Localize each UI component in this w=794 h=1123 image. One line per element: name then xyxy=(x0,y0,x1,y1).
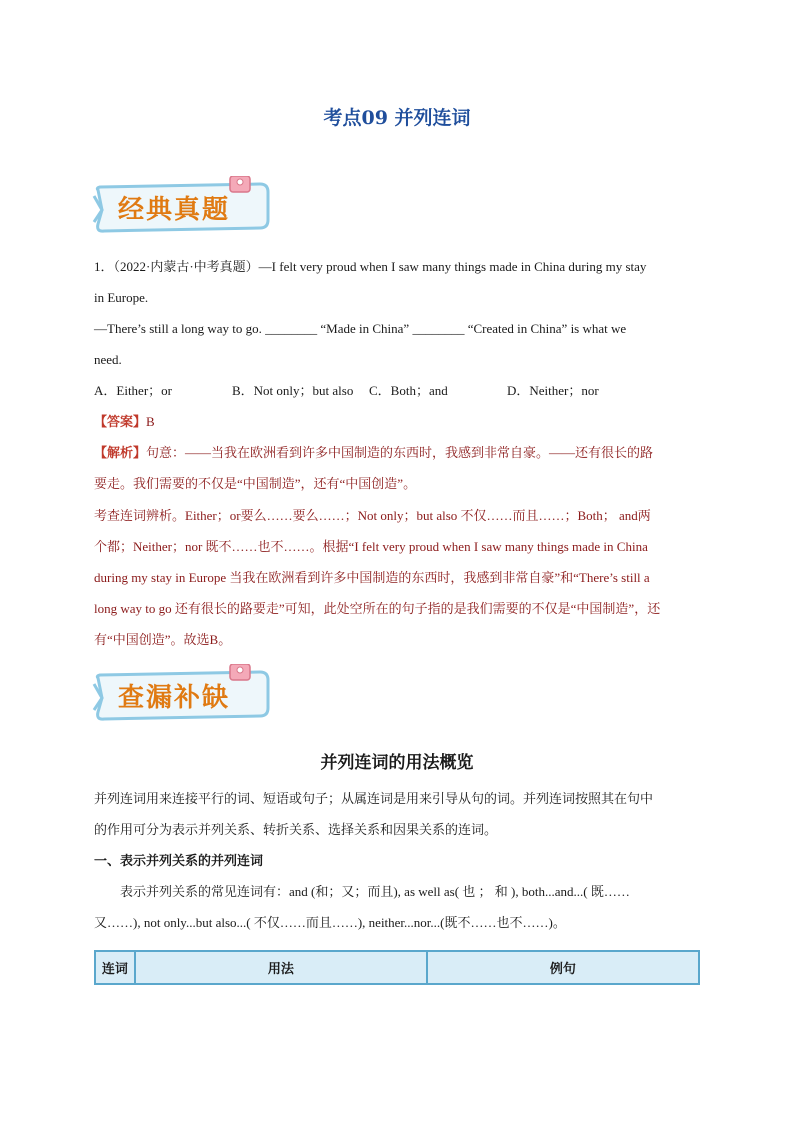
overview-line: 并列连词用来连接平行的词、短语或句子；从属连词是用来引导从句的词。并列连词按照其在句中 xyxy=(94,791,654,806)
analysis-text: 句意：——当我在欧洲看到许多中国制造的东西时，我感到非常自豪。——还有很长的路 xyxy=(146,445,654,460)
section-heading: 一、表示并列关系的并列连词 xyxy=(94,853,264,868)
question-line: need. xyxy=(94,352,122,367)
answer-value: B xyxy=(146,414,155,429)
page-title: 考点09 并列连词 xyxy=(323,107,471,129)
analysis-tag: 【解析】 xyxy=(94,445,147,460)
banner-label: 查漏补缺 xyxy=(118,683,231,713)
table-header-cell: 连词 xyxy=(95,951,135,984)
analysis-line xyxy=(94,437,700,468)
option-b: B．Not only；but also xyxy=(232,383,354,398)
table-header-cell: 例句 xyxy=(427,951,699,984)
answer-tag: 【答案】 xyxy=(94,414,147,429)
classic-questions-banner xyxy=(92,176,272,238)
table-header-cell: 用法 xyxy=(135,951,427,984)
option-c: C．Both；and xyxy=(369,383,448,398)
option-a: A．Either；or xyxy=(94,383,172,398)
overview-line: 的作用可分为表示并列关系、转折关系、选择关系和因果关系的连词。 xyxy=(94,822,498,837)
option-d: D．Neither；nor xyxy=(507,383,599,398)
question-line: in Europe. xyxy=(94,290,149,305)
banner-label: 经典真题 xyxy=(118,195,231,225)
section-title: 并列连词的用法概览 xyxy=(320,753,474,773)
analysis-line: 个都；Neither；nor 既不……也不……。根据“I felt very proud when I saw many things made in China xyxy=(94,539,648,554)
section-text: 表示并列关系的常见连词有：and (和；又；而且), as well as( 也 ； 和 ), both...and...( 既…… xyxy=(120,884,630,899)
analysis-line: 有“中国创造”。故选B。 xyxy=(94,632,232,647)
analysis-line: 要走。我们需要的不仅是“中国制造”，还有“中国创造”。 xyxy=(94,476,417,491)
analysis-line: during my stay in Europe 当我在欧洲看到许多中国制造的东西时，我感到非常自豪”和“There’s still a xyxy=(94,570,650,585)
conjunction-table xyxy=(94,950,700,985)
table-header-row xyxy=(95,951,699,984)
question-line: 1．（2022·内蒙古·中考真题）—I felt very proud when I saw many things made in China during my stay xyxy=(94,259,647,274)
analysis-line: 考查连词辨析。Either；or要么……要么……；Not only；but also 不仅……而且……；Both； and两 xyxy=(94,508,651,523)
answer-line xyxy=(94,406,700,437)
review-banner xyxy=(92,664,272,726)
question-line: —There’s still a long way to go. ________ “Made in China” ________ “Created in China” is what we xyxy=(94,321,627,336)
section-text: 又……), not only...but also...( 不仅……而且……), neither...nor...(既不……也不……)。 xyxy=(94,915,566,930)
analysis-line: long way to go 还有很长的路要走”可知，此处空所在的句子指的是我们需要的不仅是“中国制造”，还 xyxy=(94,601,661,616)
